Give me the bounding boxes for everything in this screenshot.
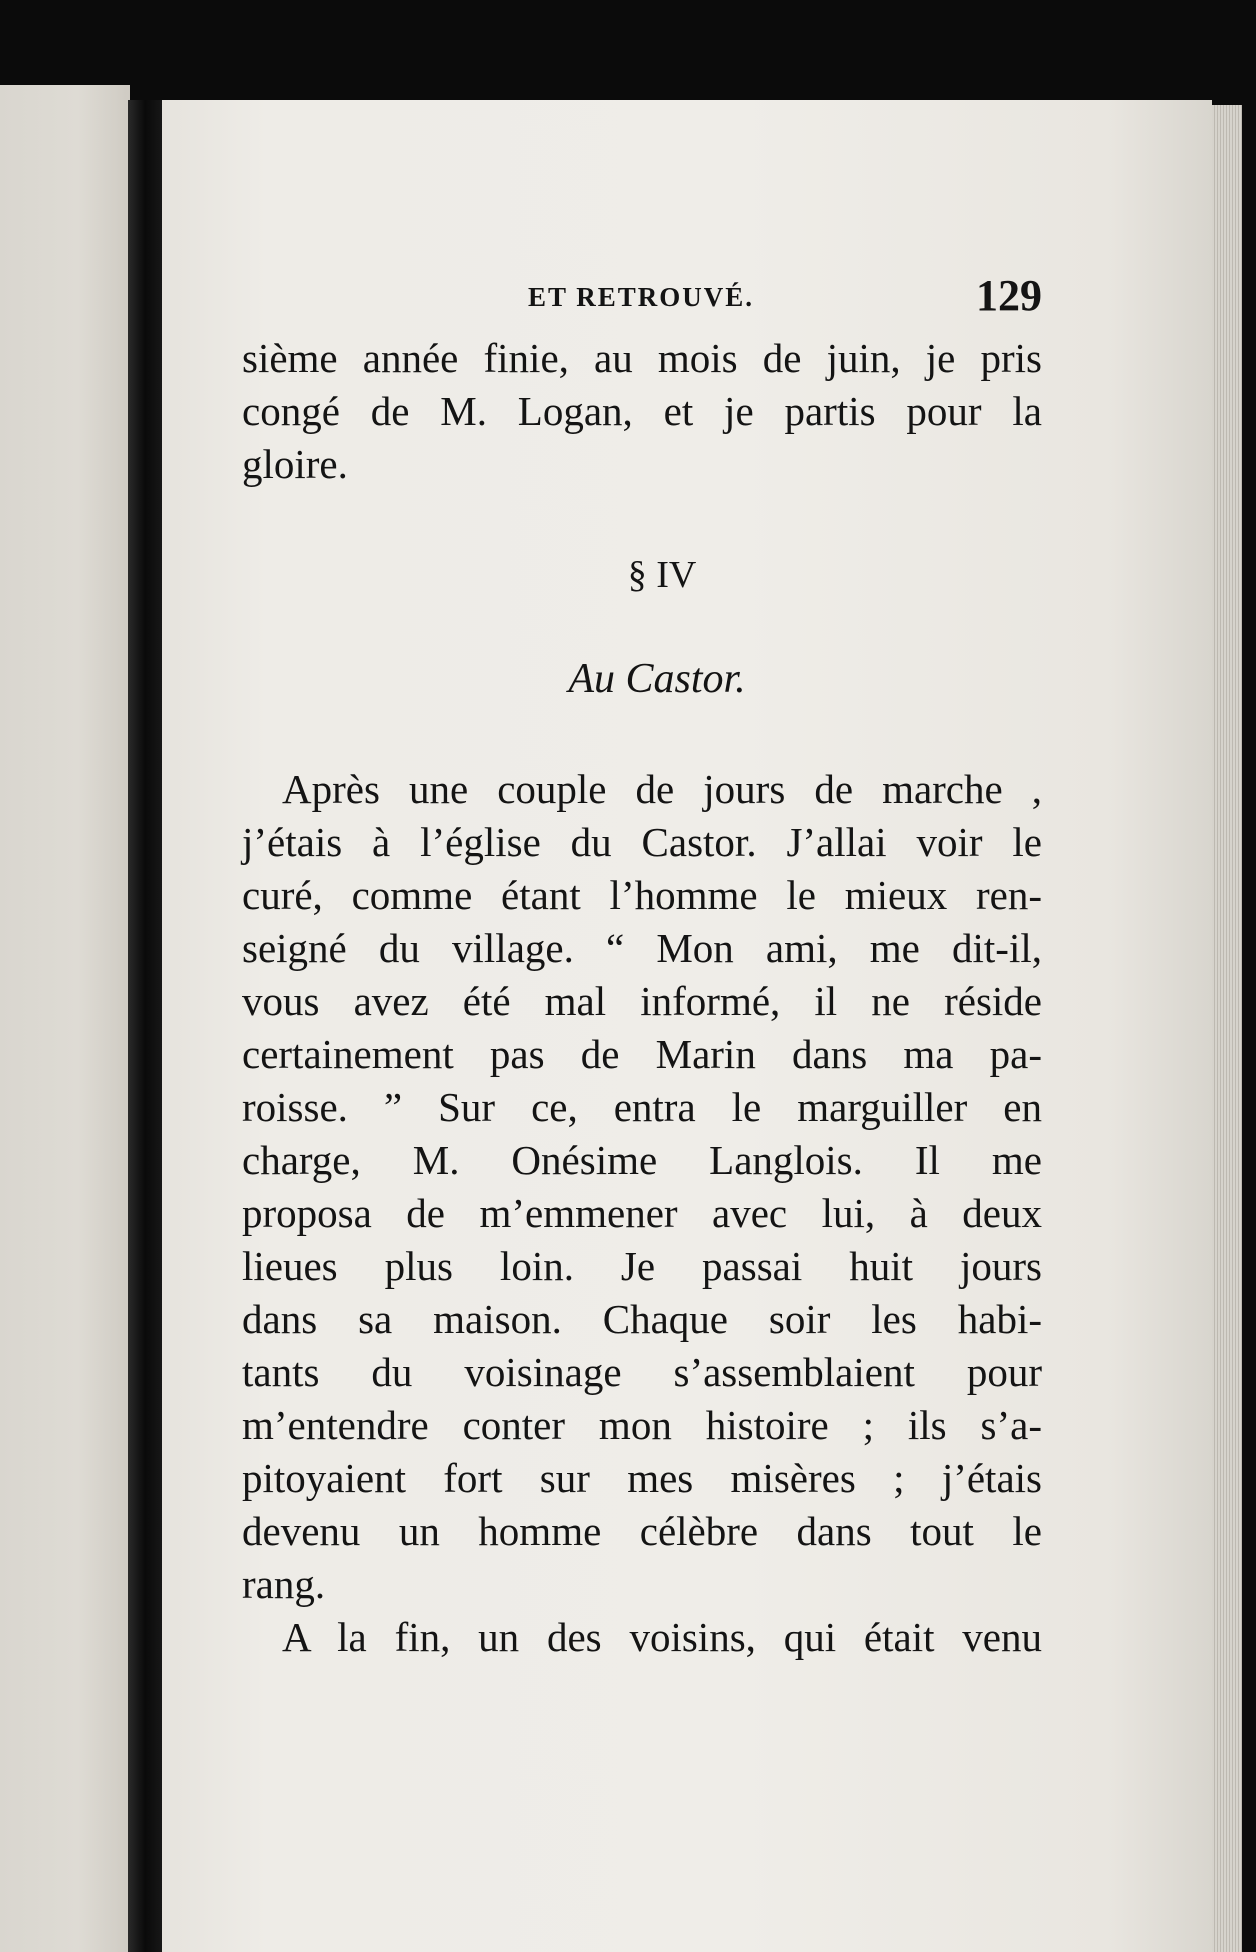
- running-head: [242, 270, 1042, 326]
- text-line: devenu un homme célèbre dans tout le: [242, 1508, 1042, 1554]
- text-line: curé, comme étant l’homme le mieux ren-: [242, 872, 1042, 918]
- page-stack-edge: [1212, 105, 1242, 1952]
- text-line: roisse. ” Sur ce, entra le marguiller en: [242, 1084, 1042, 1130]
- section-title: Au Castor.: [568, 656, 746, 702]
- text-line: vous avez été mal informé, il ne réside: [242, 978, 1042, 1024]
- text-line: tants du voisinage s’assemblaient pour: [242, 1349, 1042, 1395]
- book-gutter: [128, 100, 166, 1952]
- text-line: A la fin, un des voisins, qui était venu: [282, 1614, 1042, 1660]
- text-line: j’étais à l’église du Castor. J’allai voir le: [242, 819, 1042, 865]
- text-line: rang.: [242, 1561, 326, 1607]
- text-line: sième année finie, au mois de juin, je pris: [242, 335, 1042, 381]
- page-text: [242, 270, 1042, 1664]
- text-line: Après une couple de jours de marche ,: [282, 766, 1042, 812]
- text-line: gloire.: [242, 441, 348, 487]
- text-line: m’entendre conter mon histoire ; ils s’a-: [242, 1402, 1042, 1448]
- text-line: pitoyaient fort sur mes misères ; j’étais: [242, 1455, 1042, 1501]
- text-line: certainement pas de Marin dans ma pa-: [242, 1031, 1042, 1077]
- text-line: charge, M. Onésime Langlois. Il me: [242, 1137, 1042, 1183]
- text-line: proposa de m’emmener avec lui, à deux: [242, 1190, 1042, 1236]
- section-number: § IV: [627, 554, 697, 596]
- text-line: seigné du village. “ Mon ami, me dit-il,: [242, 925, 1042, 971]
- text-line: congé de M. Logan, et je partis pour la: [242, 388, 1042, 434]
- left-page-edge: [0, 85, 130, 1952]
- running-head-title: ET RETROUVÉ.: [528, 282, 755, 312]
- text-line: dans sa maison. Chaque soir les habi-: [242, 1296, 1042, 1342]
- text-line: lieues plus loin. Je passai huit jours: [242, 1243, 1042, 1289]
- page-number: 129: [976, 271, 1042, 320]
